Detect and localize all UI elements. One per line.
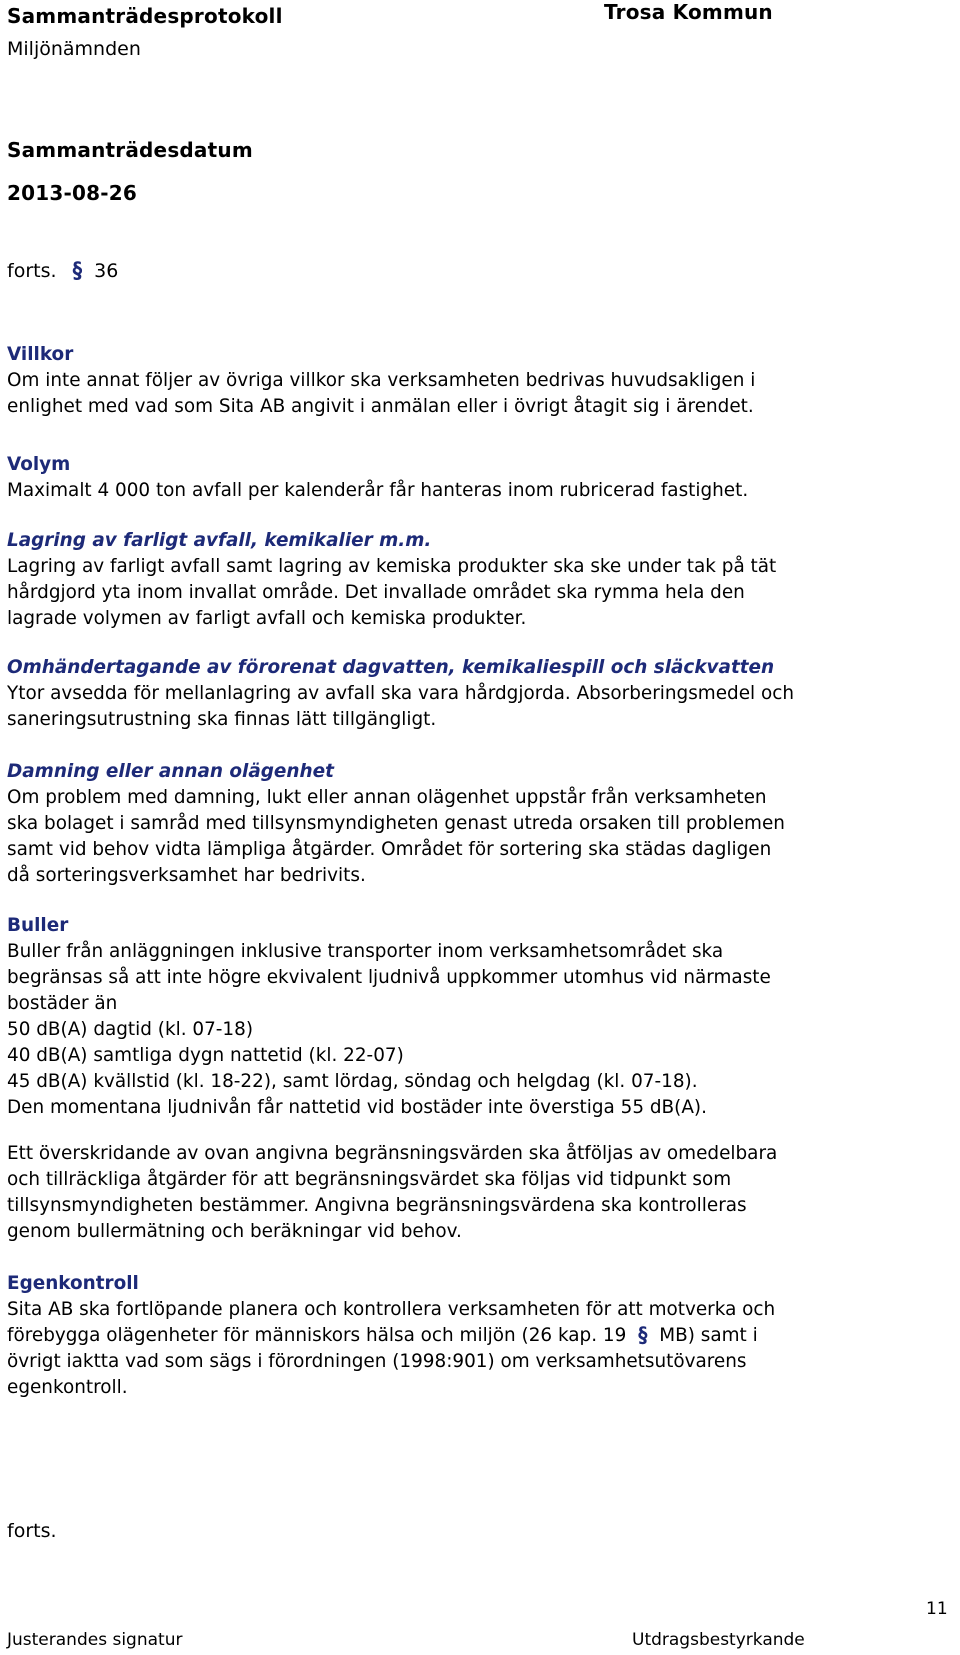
extract-certification-label: Utdragsbestyrkande <box>632 1630 805 1650</box>
section-villkor <box>7 342 947 420</box>
body-line: Maximalt 4 000 ton avfall per kalenderår får hanteras inom rubricerad fastighet. <box>7 480 749 501</box>
body-line: enlighet med vad som Sita AB angivit i anmälan eller i övrigt åtagit sig i ärendet. <box>7 396 754 417</box>
body-line: saneringsutrustning ska finnas lätt tillgängligt. <box>7 709 437 730</box>
section-heading: Damning eller annan olägenhet <box>7 761 334 782</box>
body-line: 50 dB(A) dagtid (kl. 07-18) <box>7 1019 254 1040</box>
section-lagring <box>7 528 947 632</box>
section-buller <box>7 913 947 1121</box>
footer-continuation: forts. <box>7 1520 57 1542</box>
body-line: Buller från anläggningen inklusive transporter inom verksamhetsområdet ska <box>7 941 724 962</box>
section-heading: Volym <box>7 454 71 475</box>
body-line: Lagring av farligt avfall samt lagring av kemiska produkter ska ske under tak på tät <box>7 556 777 577</box>
municipality-name: Trosa Kommun <box>604 0 773 24</box>
section-heading: Buller <box>7 915 69 936</box>
body-line: tillsynsmyndigheten bestämmer. Angivna begränsningsvärdena ska kontrolleras <box>7 1195 747 1216</box>
signature-label: Justerandes signatur <box>7 1630 183 1650</box>
body-line: 40 dB(A) samtliga dygn nattetid (kl. 22-07) <box>7 1045 404 1066</box>
section-number: 36 <box>94 260 119 282</box>
body-line: bostäder än <box>7 993 118 1014</box>
body-line: lagrade volymen av farligt avfall och kemiska produkter. <box>7 608 527 629</box>
committee-name: Miljönämnden <box>7 38 141 60</box>
section-omhandertagande <box>7 655 947 733</box>
body-line: då sorteringsverksamhet har bedrivits. <box>7 865 366 886</box>
body-line: Ett överskridande av ovan angivna begränsningsvärden ska åtföljas av omedelbara <box>7 1143 778 1164</box>
meeting-date-label: Sammanträdesdatum <box>7 138 253 162</box>
section-symbol: § <box>72 258 83 284</box>
body-line: Den momentana ljudnivån får nattetid vid bostäder inte överstiga 55 dB(A). <box>7 1097 707 1118</box>
body-line: samt vid behov vidta lämpliga åtgärder. Området för sortering ska städas dagligen <box>7 839 772 860</box>
section-heading: Villkor <box>7 344 74 365</box>
meeting-date: 2013-08-26 <box>7 181 137 205</box>
section-buller-continued <box>7 1141 947 1245</box>
document-type: Sammanträdesprotokoll <box>7 4 283 28</box>
section-volym <box>7 452 947 504</box>
body-line-part: MB) samt i <box>659 1325 758 1346</box>
body-line-part: förebygga olägenheter för människors hälsa och miljön (26 kap. 19 <box>7 1325 627 1346</box>
section-egenkontroll <box>7 1271 947 1401</box>
body-line: begränsas så att inte högre ekvivalent ljudnivå uppkommer utomhus vid närmaste <box>7 967 771 988</box>
body-line: Om inte annat följer av övriga villkor ska verksamheten bedrivas huvudsakligen i <box>7 370 756 391</box>
body-line <box>7 1323 947 1349</box>
continuation-text: forts. <box>7 260 57 282</box>
body-line: 45 dB(A) kvällstid (kl. 18-22), samt lördag, söndag och helgdag (kl. 07-18). <box>7 1071 698 1092</box>
body-line: hårdgjord yta inom invallat område. Det invallade området ska rymma hela den <box>7 582 745 603</box>
body-line: Sita AB ska fortlöpande planera och kontrollera verksamheten för att motverka och <box>7 1299 776 1320</box>
section-heading: Omhändertagande av förorenat dagvatten, kemikaliespill och släckvatten <box>7 657 775 678</box>
continuation-marker <box>7 260 118 282</box>
body-line: genom bullermätning och beräkningar vid behov. <box>7 1221 462 1242</box>
body-line: övrigt iaktta vad som sägs i förordningen (1998:901) om verksamhetsutövarens <box>7 1351 747 1372</box>
section-damning <box>7 759 947 889</box>
body-line: Ytor avsedda för mellanlagring av avfall ska vara hårdgjorda. Absorberingsmedel och <box>7 683 794 704</box>
body-line: Om problem med damning, lukt eller annan olägenhet uppstår från verksamheten <box>7 787 767 808</box>
body-line: egenkontroll. <box>7 1377 128 1398</box>
body-line: och tillräckliga åtgärder för att begränsningsvärdet ska följas vid tidpunkt som <box>7 1169 732 1190</box>
section-heading: Egenkontroll <box>7 1273 139 1294</box>
page-number: 11 <box>926 1599 948 1619</box>
body-line: ska bolaget i samråd med tillsynsmyndigheten genast utreda orsaken till problemen <box>7 813 785 834</box>
section-symbol: § <box>638 1323 648 1348</box>
section-heading: Lagring av farligt avfall, kemikalier m.m. <box>7 530 432 551</box>
